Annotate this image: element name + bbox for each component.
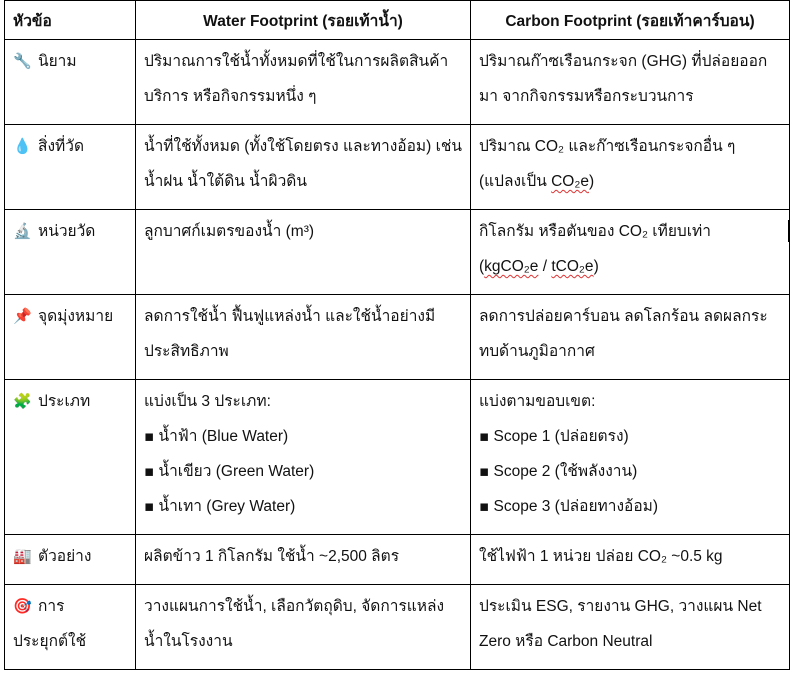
bullet: ▪ (479, 427, 490, 445)
bullet: ▪ (144, 427, 155, 445)
water-cell: ปริมาณการใช้น้ำทั้งหมดที่ใช้ในการผลิตสินค้า บริการ หรือกิจกรรมหนึ่ง ๆ (136, 40, 471, 125)
droplet-icon: 💧 (13, 138, 32, 155)
comparison-table (4, 0, 790, 670)
bullet: ▪ (479, 497, 490, 515)
header-water: Water Footprint (รอยเท้าน้ำ) (136, 1, 471, 40)
list-item-text: Scope 1 (ปล่อยตรง) (493, 428, 629, 445)
spellcheck-word: kgCO₂e (484, 258, 539, 275)
carbon-line (479, 249, 781, 284)
bullet: ▪ (479, 462, 490, 480)
topic-label: ประเภท (38, 393, 91, 410)
list-item (144, 419, 462, 454)
list-intro: แบ่งตามขอบเขต: (479, 393, 596, 410)
list-item-text: Scope 2 (ใช้พลังงาน) (493, 463, 638, 480)
table-row (5, 125, 790, 210)
table-row (5, 535, 790, 585)
topic-label: นิยาม (38, 53, 77, 70)
list-intro: แบ่งเป็น 3 ประเภท: (144, 393, 271, 410)
puzzle-icon: 🧩 (13, 393, 32, 410)
table-row (5, 210, 790, 295)
wrench-icon: 🔧 (13, 53, 32, 70)
carbon-cell: ประเมิน ESG, รายงาน GHG, วางแผน Net Zero หรือ Carbon Neutral (471, 585, 790, 670)
text-fragment: (แปลงเป็น (479, 173, 552, 190)
water-cell: น้ำที่ใช้ทั้งหมด (ทั้งใช้โดยตรง และทางอ้อม) เช่น น้ำฝน น้ำใต้ดิน น้ำผิวดิน (136, 125, 471, 210)
header-carbon: Carbon Footprint (รอยเท้าคาร์บอน) (471, 1, 790, 40)
carbon-cell: ใช้ไฟฟ้า 1 หน่วย ปล่อย CO₂ ~0.5 kg (471, 535, 790, 585)
text-fragment: ) (593, 258, 599, 275)
water-cell (136, 380, 471, 535)
header-topic: หัวข้อ (5, 1, 136, 40)
list-item-text: น้ำฟ้า (Blue Water) (158, 428, 289, 445)
header-row (5, 1, 790, 40)
list-item-text: น้ำเขียว (Green Water) (158, 463, 315, 480)
list-item (144, 489, 462, 524)
pushpin-icon: 📌 (13, 308, 32, 325)
carbon-cell (471, 380, 790, 535)
text-fragment: ) (589, 173, 595, 190)
factory-icon: 🏭 (13, 548, 32, 565)
text-fragment: / (538, 258, 552, 275)
list-item-text: Scope 3 (ปล่อยทางอ้อม) (493, 498, 659, 515)
topic-line: ประยุกต์ใช้ (13, 633, 87, 650)
table-row (5, 585, 790, 670)
carbon-cell: ปริมาณก๊าซเรือนกระจก (GHG) ที่ปล่อยออกมา จากกิจกรรมหรือกระบวนการ (471, 40, 790, 125)
spellcheck-word: tCO₂e (551, 258, 594, 275)
topic-cell (5, 40, 136, 125)
carbon-cell (471, 210, 790, 295)
topic-label: จุดมุ่งหมาย (38, 308, 114, 325)
topic-label: สิ่งที่วัด (38, 138, 85, 155)
bullet: ▪ (144, 462, 155, 480)
text-cursor-marker (788, 220, 790, 242)
carbon-line: กิโลกรัม หรือตันของ CO₂ เทียบเท่า (479, 223, 711, 240)
topic-cell (5, 585, 136, 670)
carbon-cell (471, 125, 790, 210)
topic-label: ตัวอย่าง (38, 548, 92, 565)
target-icon: 🎯 (13, 598, 32, 615)
topic-cell (5, 295, 136, 380)
spellcheck-word: CO₂e (551, 173, 589, 190)
topic-cell (5, 535, 136, 585)
topic-label: การ (38, 598, 65, 615)
list-item-text: น้ำเทา (Grey Water) (158, 498, 296, 515)
topic-cell (5, 380, 136, 535)
table-row (5, 40, 790, 125)
carbon-line: ปริมาณ CO₂ และก๊าซเรือนกระจกอื่น ๆ (479, 138, 736, 155)
list-item (479, 454, 781, 489)
text-fragment: ( (479, 258, 485, 275)
table-row (5, 295, 790, 380)
bullet: ▪ (144, 497, 155, 515)
topic-cell (5, 210, 136, 295)
water-cell: ลูกบาศก์เมตรของน้ำ (m³) (136, 210, 471, 295)
topic-cell (5, 125, 136, 210)
list-item (479, 419, 781, 454)
water-cell: ผลิตข้าว 1 กิโลกรัม ใช้น้ำ ~2,500 ลิตร (136, 535, 471, 585)
microscope-icon: 🔬 (13, 223, 32, 240)
water-cell: ลดการใช้น้ำ ฟื้นฟูแหล่งน้ำ และใช้น้ำอย่างมีประสิทธิภาพ (136, 295, 471, 380)
water-cell: วางแผนการใช้น้ำ, เลือกวัตถุดิบ, จัดการแหล่งน้ำในโรงงาน (136, 585, 471, 670)
carbon-line (479, 164, 781, 199)
list-item (144, 454, 462, 489)
carbon-cell: ลดการปล่อยคาร์บอน ลดโลกร้อน ลดผลกระทบด้านภูมิอากาศ (471, 295, 790, 380)
list-item (479, 489, 781, 524)
topic-line (13, 589, 129, 624)
table-row (5, 380, 790, 535)
topic-label: หน่วยวัด (38, 223, 96, 240)
